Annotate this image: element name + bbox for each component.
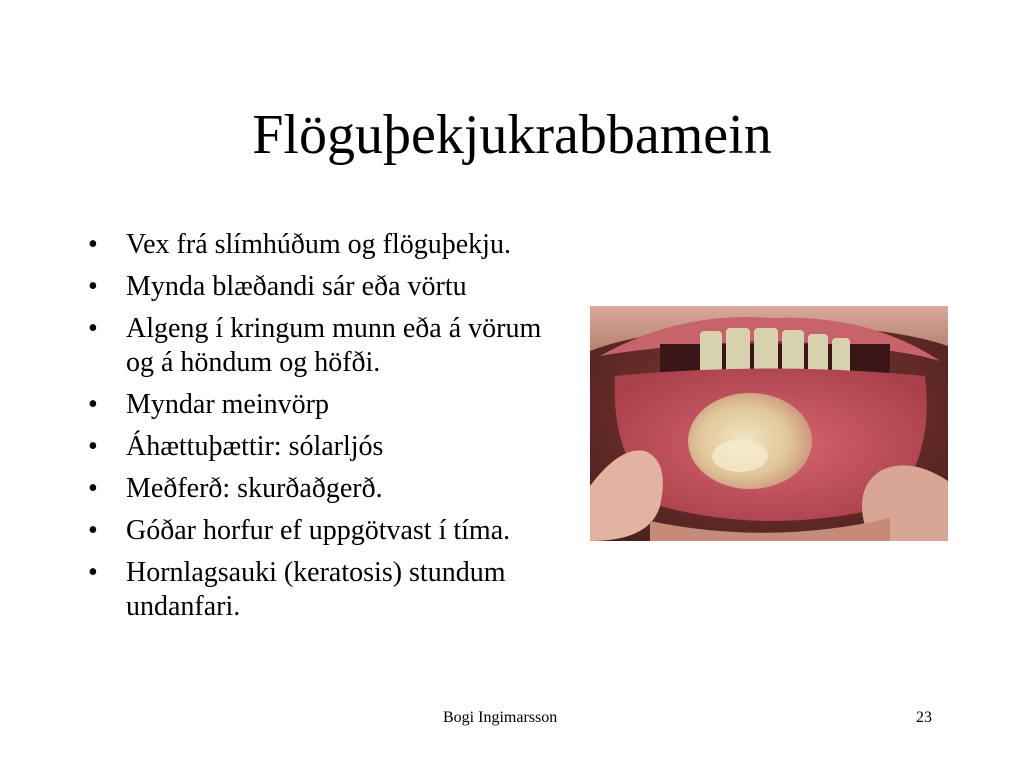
bullet-text: Algeng í kringum munn eða á vörum og á höndum og höfði. [126, 313, 542, 378]
bullet-item [88, 430, 558, 464]
bullet-marker: • [88, 271, 98, 302]
bullet-marker: • [88, 515, 98, 546]
bullet-item [88, 472, 558, 506]
bullet-marker: • [88, 229, 98, 260]
bullet-marker: • [88, 313, 98, 344]
bullet-text: Góðar horfur ef uppgötvast í tíma. [126, 515, 511, 546]
bullet-item [88, 228, 558, 262]
bullet-marker: • [88, 473, 98, 504]
bullet-text: Áhættuþættir: sólarljós [126, 431, 384, 462]
page-number: 23 [916, 709, 932, 726]
lesion-highlight [712, 440, 768, 472]
bullet-text: Meðferð: skurðaðgerð. [126, 473, 383, 504]
bullet-text: Vex frá slímhúðum og flöguþekju. [126, 229, 511, 260]
bullet-text: Hornlagsauki (keratosis) stundum undanfari. [126, 557, 506, 622]
lip-lesion-illustration [590, 306, 948, 541]
footer-author: Bogi Ingimarsson [443, 709, 558, 726]
bullet-item [88, 312, 558, 380]
slide-title: Flöguþekjukrabbamein [252, 104, 772, 166]
lesion [688, 393, 812, 489]
lip-lesion-photo [590, 306, 948, 541]
bullet-marker: • [88, 557, 98, 588]
bullet-item [88, 270, 558, 304]
bullet-marker: • [88, 431, 98, 462]
bullet-text: Mynda blæðandi sár eða vörtu [126, 271, 467, 302]
bullet-marker: • [88, 389, 98, 420]
bullet-list [88, 228, 558, 632]
bullet-text: Myndar meinvörp [126, 389, 329, 420]
bullet-item [88, 556, 558, 624]
bullet-item [88, 514, 558, 548]
bullet-item [88, 388, 558, 422]
